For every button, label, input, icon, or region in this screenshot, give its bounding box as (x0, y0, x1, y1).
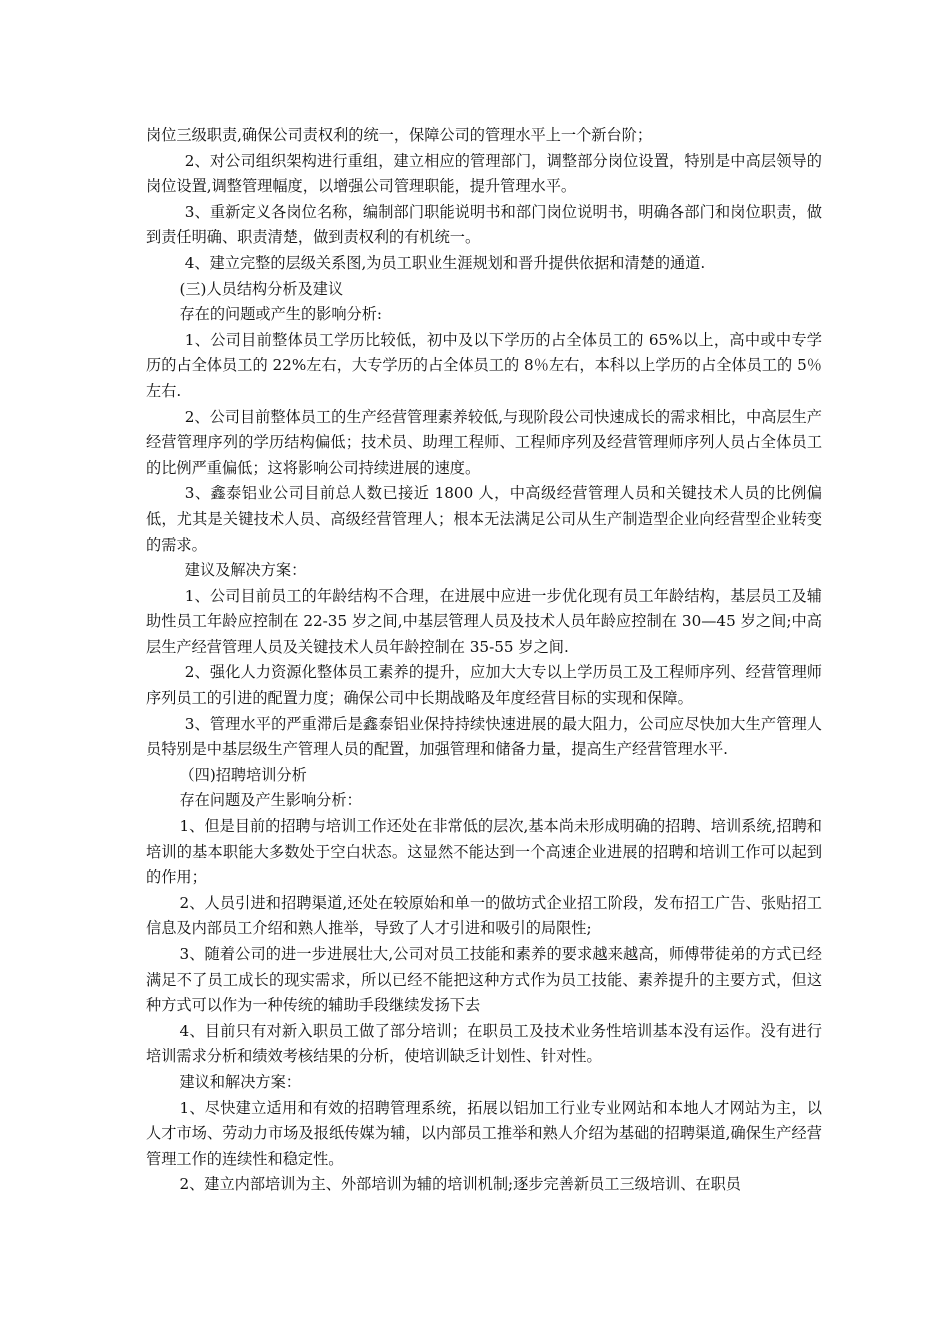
subheading-recruitment-problems: 存在问题及产生影响分析： (179, 791, 362, 810)
paragraph-age-structure: 1、公司目前员工的年龄结构不合理，在进展中应进一步优化现有员工年龄结构，基层员工及辅助性员工年龄应控制在 22-35 岁之间,中基层管理人员及技术人员年龄应控制在 30—45 岁之间;中高层生产经营管理人员及关键技术人员年龄控制在 35-55 岁之间. (146, 586, 822, 656)
paragraph-training-mechanism: 2、建立内部培训为主、外部培训为辅的培训机制;逐步完善新员工三级培训、在职员 (179, 1175, 741, 1194)
paragraph-management-level: 3、管理水平的严重滞后是鑫泰铝业保持持续快速进展的最大阻力，公司应尽快加大生产管理人员特别是中基层级生产管理人员的配置，加强管理和储备力量，提高生产经营管理水平. (146, 714, 822, 759)
subheading-recruitment-suggestions: 建议和解决方案： (179, 1072, 301, 1091)
paragraph-job-definition: 3、重新定义各岗位名称，编制部门职能说明书和部门岗位说明书，明确各部门和岗位职责，做到责任明确、职责清楚，做到责权利的有机统一。 (146, 202, 822, 247)
section-heading-personnel-structure: (三)人员结构分析及建议 (179, 279, 344, 298)
paragraph-continuation: 岗位三级职责,确保公司责权利的统一，保障公司的管理水平上一个新台阶； (146, 126, 653, 144)
paragraph-new-staff-training: 4、目前只有对新入职员工做了部分培训；在职员工及技术业务性培训基本没有运作。没有进行培训需求分析和绩效考核结果的分析，使培训缺乏计划性、针对性。 (146, 1021, 822, 1066)
paragraph-recruitment-system: 1、尽快建立适用和有效的招聘管理系统，拓展以铝加工行业专业网站和本地人才网站为主，以人才市场、劳动力市场及报纸传媒为辅，以内部员工推举和熟人介绍为基础的招聘渠道,确保生产经营管理工作的连续性和稳定性。 (146, 1098, 822, 1168)
subheading-problems: 存在的问题或产生的影响分析: (179, 305, 382, 324)
paragraph-education-level: 1、公司目前整体员工学历比较低，初中及以下学历的占全体员工的 65%以上，高中或中专学历的占全体员工的 22%左右，大专学历的占全体员工的 8％左右，本科以上学历的占全体员工的 5％左右. (146, 330, 822, 400)
paragraph-recruitment-channels: 2、人员引进和招聘渠道,还处在较原始和单一的做坊式企业招工阶段，发布招工广告、张贴招工信息及内部员工介绍和熟人推举，导致了人才引进和吸引的局限性; (146, 893, 822, 938)
section-heading-recruitment-training: （四)招聘培训分析 (179, 765, 307, 784)
subheading-suggestions: 建议及解决方案： (184, 561, 307, 580)
paragraph-recruitment-level: 1、但是目前的招聘与培训工作还处在非常低的层次,基本尚未形成明确的招聘、培训系统,招聘和培训的基本职能大多数处于空白状态。这显然不能达到一个高速企业进展的招聘和培训工作可以起到的作用； (146, 817, 822, 887)
paragraph-org-restructure: 2、对公司组织架构进行重组，建立相应的管理部门，调整部分岗位设置，特别是中高层领导的岗位设置,调整管理幅度，以增强公司管理职能，提升管理水平。 (146, 151, 822, 196)
paragraph-staff-ratio: 3、鑫泰铝业公司目前总人数已接近 1800 人，中高级经营管理人员和关键技术人员的比例偏低，尤其是关键技术人员、高级经营管理人；根本无法满足公司从生产制造型企业向经营型企业转变的需求。 (146, 484, 822, 554)
paragraph-apprenticeship: 3、随着公司的进一步进展壮大,公司对员工技能和素养的要求越来越高，师傅带徒弟的方式已经满足不了员工成长的现实需求，所以已经不能把这种方式作为员工技能、素养提升的主要方式，但这种方式可以作为一种传统的辅助手段继续发扬下去 (146, 945, 822, 1015)
paragraph-hierarchy-chart: 4、建立完整的层级关系图,为员工职业生涯规划和晋升提供依据和清楚的通道. (184, 253, 706, 272)
paragraph-quality-improvement: 2、强化人力资源化整体员工素养的提升，应加大大专以上学历员工及工程师序列、经营管理师序列员工的引进的配置力度；确保公司中长期战略及年度经营目标的实现和保障。 (146, 663, 822, 708)
paragraph-management-quality: 2、公司目前整体员工的生产经营管理素养较低,与现阶段公司快速成长的需求相比，中高层生产经营管理序列的学历结构偏低；技术员、助理工程师、工程师序列及经营管理师序列人员占全体员工的比例严重偏低；这将影响公司持续进展的速度。 (146, 407, 822, 477)
document-body (146, 123, 822, 1198)
